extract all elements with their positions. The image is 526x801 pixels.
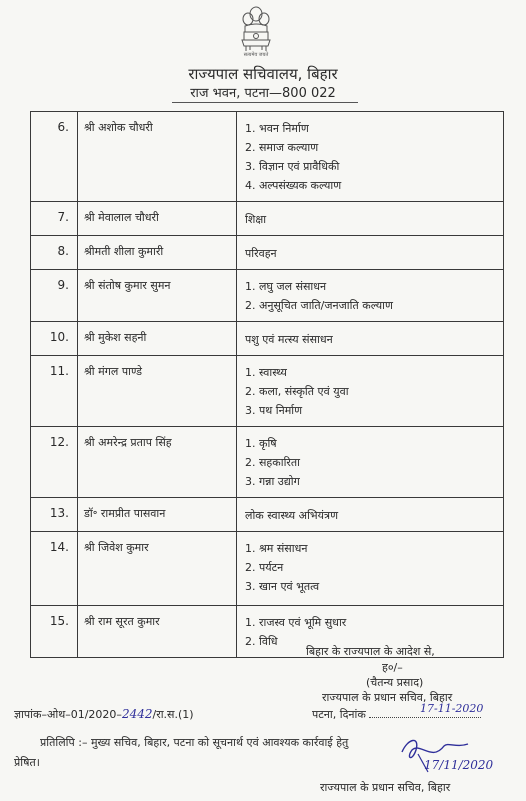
minister-name: श्री संतोष कुमार सुमन — [78, 270, 237, 322]
table-row — [31, 498, 504, 532]
date-label: पटना, दिनांक — [312, 708, 366, 721]
memo-prefix: ज्ञापांक–ओथ–01/2020– — [14, 708, 122, 721]
minister-name: डॉ॰ रामप्रीत पासवान — [78, 498, 237, 532]
department-list — [237, 202, 504, 236]
row-number: 12. — [31, 427, 78, 498]
department-list — [237, 270, 504, 322]
department-item: 4. अल्पसंख्यक कल्याण — [245, 179, 342, 192]
row-number: 8. — [31, 236, 78, 270]
row-number: 10. — [31, 322, 78, 356]
row-number: 7. — [31, 202, 78, 236]
department-item: 1. लघु जल संसाधन — [245, 280, 327, 293]
department-item: 3. गन्ना उद्योग — [245, 475, 300, 488]
copy-line-2: प्रेषित। — [14, 756, 40, 769]
department-list — [237, 532, 504, 606]
table-row — [31, 112, 504, 202]
table-row — [31, 270, 504, 322]
department-item: 1. राजस्व एवं भूमि सुधार — [245, 616, 347, 629]
minister-name: श्री मेवालाल चौधरी — [78, 202, 237, 236]
table-row — [31, 532, 504, 606]
table-row — [31, 322, 504, 356]
department-item: 3. खान एवं भूतत्व — [245, 580, 320, 593]
department-list — [237, 236, 504, 270]
department-item: 1. स्वास्थ्य — [245, 366, 287, 379]
memo-handwritten-number: 2442 — [121, 707, 153, 721]
signature-mark: ह०/– — [382, 661, 403, 674]
signatory-designation: राज्यपाल के प्रधान सचिव, बिहार — [322, 691, 453, 704]
minister-name: श्री जिवेश कुमार — [78, 532, 237, 606]
department-item: 1. श्रम संसाधन — [245, 542, 308, 555]
row-number: 14. — [31, 532, 78, 606]
department-item: 2. पर्यटन — [245, 561, 284, 574]
signatory-name: (चैतन्य प्रसाद) — [366, 676, 424, 689]
department-list — [237, 427, 504, 498]
memo-suffix: /रा.स.(1) — [152, 708, 194, 721]
minister-name: श्री राम सूरत कुमार — [78, 606, 237, 658]
table-row — [31, 427, 504, 498]
department-item: 2. अनुसूचित जाति/जनजाति कल्याण — [245, 299, 393, 312]
office-address: राज भवन, पटना—800 022 — [190, 86, 336, 101]
department-item: 3. पथ निर्माण — [245, 404, 303, 417]
department-item: शिक्षा — [245, 213, 267, 226]
memo-number — [14, 707, 194, 722]
table-row — [31, 236, 504, 270]
department-list — [237, 498, 504, 532]
minister-name: श्री मुकेश सहनी — [78, 322, 237, 356]
department-list — [237, 112, 504, 202]
department-item: 2. विधि — [245, 635, 278, 648]
department-item: 2. समाज कल्याण — [245, 141, 319, 154]
department-item: लोक स्वास्थ्य अभियंत्रण — [245, 509, 339, 522]
department-item: 2. सहकारिता — [245, 456, 301, 469]
department-item: 1. भवन निर्माण — [245, 122, 309, 135]
header-rule — [172, 102, 358, 103]
table-row — [31, 202, 504, 236]
minister-name: श्री अशोक चौधरी — [78, 112, 237, 202]
signature-date: 17/11/2020 — [424, 758, 494, 772]
department-item: पशु एवं मत्स्य संसाधन — [245, 333, 333, 346]
order-line: बिहार के राज्यपाल के आदेश से, — [306, 645, 435, 658]
row-number: 6. — [31, 112, 78, 202]
department-item: 1. कृषि — [245, 437, 277, 450]
copy-line-1: प्रतिलिपि :– मुख्य सचिव, बिहार, पटना को सूचनार्थ एवं आवश्यक कार्रवाई हेतु — [40, 736, 349, 749]
row-number: 11. — [31, 356, 78, 427]
department-item: 2. कला, संस्कृति एवं युवा — [245, 385, 349, 398]
row-number: 13. — [31, 498, 78, 532]
row-number: 15. — [31, 606, 78, 658]
row-number: 9. — [31, 270, 78, 322]
minister-portfolio-table — [30, 111, 504, 658]
office-name: राज्यपाल सचिवालय, बिहार — [188, 65, 338, 83]
minister-name: श्रीमती शीला कुमारी — [78, 236, 237, 270]
department-list — [237, 356, 504, 427]
department-item: परिवहन — [245, 247, 277, 260]
department-list — [237, 322, 504, 356]
emblem-motto: सत्यमेव जयते — [243, 52, 269, 58]
minister-name: श्री मंगल पाण्डे — [78, 356, 237, 427]
minister-name: श्री अमरेन्द्र प्रताप सिंह — [78, 427, 237, 498]
table-row — [31, 356, 504, 427]
footer-designation: राज्यपाल के प्रधान सचिव, बिहार — [320, 781, 451, 794]
department-item: 3. विज्ञान एवं प्रावैधिकी — [245, 160, 340, 173]
state-emblem-icon — [236, 2, 276, 56]
handwritten-date: 17-11-2020 — [420, 702, 484, 715]
